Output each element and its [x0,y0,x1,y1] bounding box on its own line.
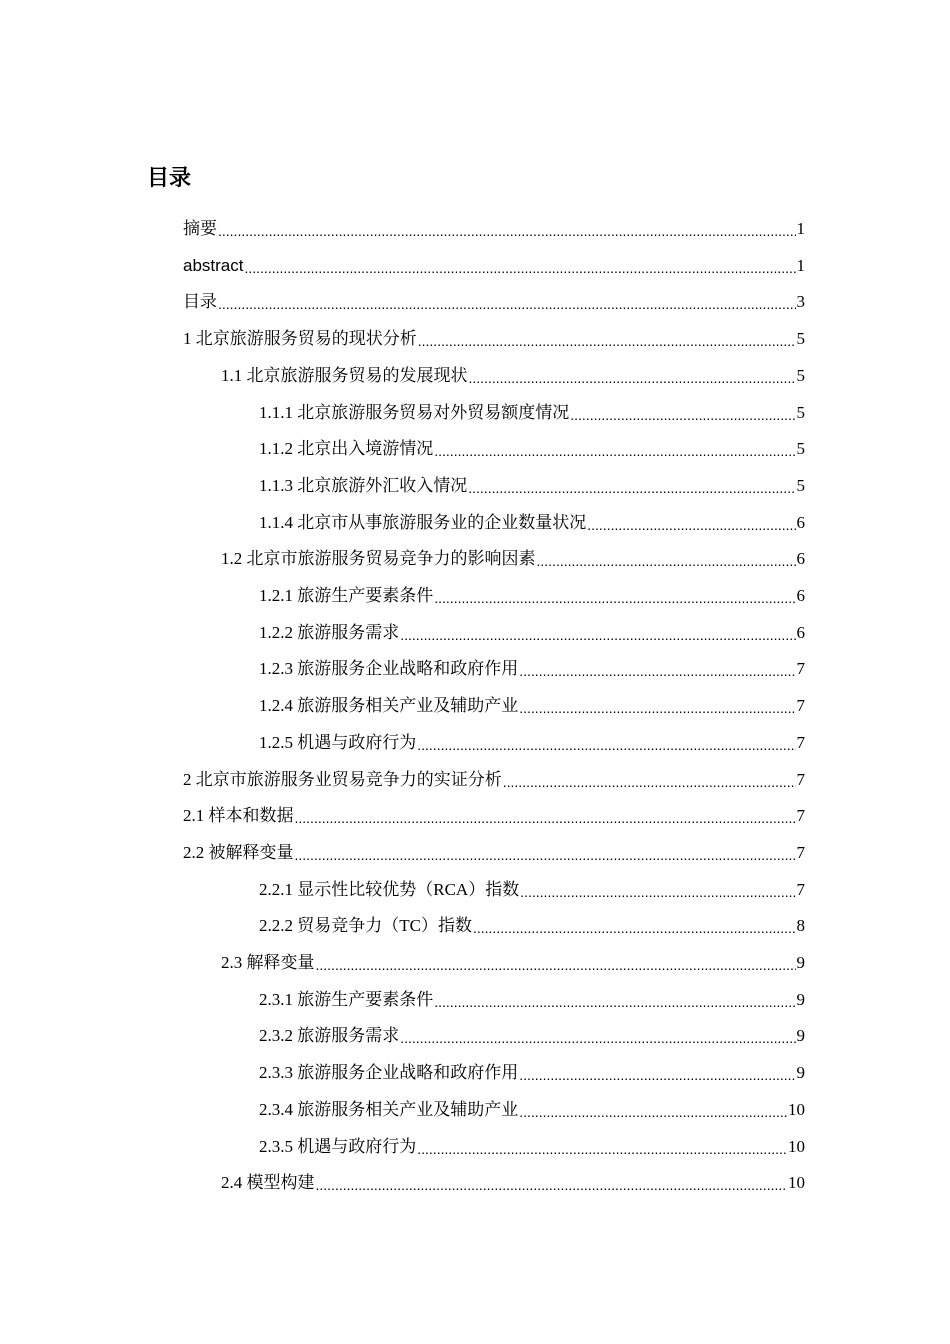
toc-entry[interactable] [183,836,805,864]
toc-entry-page-number: 6 [796,586,805,605]
toc-entry[interactable] [259,506,805,534]
dot-leader [418,328,796,350]
toc-entry-label: 2.3.4 旅游服务相关产业及辅助产业 [259,1099,519,1119]
toc-entry-page-number: 6 [796,622,805,642]
toc-entry[interactable] [183,799,805,827]
dot-leader [537,548,796,570]
toc-entry[interactable] [221,359,805,387]
toc-entry-label: 2.2 被解释变量 [183,842,294,862]
dot-leader [469,365,796,387]
dot-leader [295,805,796,827]
toc-entry-page-number: 3 [796,292,805,312]
toc-entry-label: 1 北京旅游服务贸易的现状分析 [183,329,417,349]
toc-entry[interactable] [259,873,805,901]
toc-entry[interactable] [259,983,805,1011]
toc-entry-page-number: 7 [796,879,805,899]
toc-entry-label: 1.2.3 旅游服务企业战略和政府作用 [259,659,519,679]
dot-leader [316,1172,788,1194]
toc-entry-label: 1.1.2 北京出入境游情况 [259,439,434,459]
toc-entry[interactable] [221,1166,805,1194]
toc-entry-page-number: 6 [796,512,805,532]
toc-entry-page-number: 7 [796,806,805,826]
dot-leader [400,622,795,644]
toc-entry[interactable] [259,469,805,497]
toc-entry-page-number: 7 [796,659,805,679]
dot-leader [434,585,795,607]
toc-entry-label: 2 北京市旅游服务业贸易竞争力的实证分析 [183,769,502,789]
toc-entry-label: 2.3.2 旅游服务需求 [259,1026,400,1046]
toc-entry-label: 2.3 解释变量 [221,953,315,972]
toc-entry[interactable] [259,396,805,424]
toc-entry-label: 目录 [183,292,217,312]
toc-entry-label: 2.2.1 显示性比较优势（RCA）指数 [259,879,520,899]
dot-leader [434,989,795,1011]
toc-entry-page-number: 1 [796,255,805,275]
toc-entry[interactable] [183,212,805,240]
toc-entry-label: 1.2.4 旅游服务相关产业及辅助产业 [259,696,519,716]
toc-entry-label: 1.1.4 北京市从事旅游服务业的企业数量状况 [259,512,587,532]
toc-entry-label: 2.3.5 机遇与政府行为 [259,1136,417,1156]
toc-title: 目录 [147,166,192,191]
toc-entry-label: 1.2.2 旅游服务需求 [259,622,400,642]
toc-entry[interactable] [259,1130,805,1158]
toc-entry-label: 1.2 北京市旅游服务贸易竞争力的影响因素 [221,549,536,569]
dot-leader [417,732,795,754]
toc-entry-page-number: 8 [796,916,805,936]
toc-entry[interactable] [183,322,805,350]
toc-entry[interactable] [221,946,805,974]
toc-entry-page-number: 9 [796,989,805,1009]
toc-entry[interactable] [259,726,805,754]
toc-entry-label: 2.4 模型构建 [221,1173,315,1193]
toc-entry-page-number: 5 [796,365,805,385]
toc-entry-page-number: 9 [796,953,805,972]
toc-entry-page-number: 9 [796,1026,805,1046]
toc-entry-page-number: 5 [796,439,805,459]
toc-entry-page-number: 7 [796,732,805,752]
toc-entry[interactable] [259,616,805,644]
toc-entry-label: 1.2.1 旅游生产要素条件 [259,586,434,605]
toc-entry-label: 1.1.1 北京旅游服务贸易对外贸易额度情况 [259,402,570,422]
toc-entry[interactable] [259,689,805,717]
toc-entry-page-number: 5 [796,402,805,422]
dot-leader [519,658,795,680]
toc-entry-page-number: 7 [796,769,805,789]
toc-entry-page-number: 10 [788,1173,805,1193]
dot-leader [570,402,795,424]
dot-leader [473,915,796,937]
dot-leader [519,1062,795,1084]
toc-entry-label: 摘要 [183,219,217,238]
dot-leader [417,1136,787,1158]
dot-leader [519,1099,787,1121]
toc-entry-label: 1.2.5 机遇与政府行为 [259,732,417,752]
dot-leader [519,695,795,717]
toc-entry[interactable] [259,1019,805,1047]
dot-leader [295,842,796,864]
dot-leader [520,879,795,901]
toc-entry-label: 2.3.3 旅游服务企业战略和政府作用 [259,1063,519,1083]
toc-entry-page-number: 10 [788,1136,805,1156]
toc-entry[interactable] [183,763,805,791]
toc-entry[interactable] [259,652,805,680]
dot-leader [434,438,795,460]
dot-leader [218,218,796,240]
toc-entry[interactable] [259,432,805,460]
toc-entry-page-number: 7 [796,696,805,716]
dot-leader [587,512,795,534]
toc-entry-label: 1.1.3 北京旅游外汇收入情况 [259,475,468,495]
dot-leader [468,475,795,497]
dot-leader [316,952,796,974]
toc-entry-label: 2.3.1 旅游生产要素条件 [259,989,434,1009]
toc-entry[interactable] [259,909,805,937]
toc-entry-page-number: 7 [796,842,805,862]
toc-entry-page-number: 5 [796,475,805,495]
dot-leader [244,255,795,277]
toc-entry[interactable] [183,249,805,277]
dot-leader [503,769,796,791]
toc-entry[interactable] [259,1093,805,1121]
toc-entry-label: 2.1 样本和数据 [183,806,294,826]
toc-entry-page-number: 5 [796,329,805,349]
toc-entry-page-number: 6 [796,549,805,569]
toc-entry-page-number: 9 [796,1063,805,1083]
toc-entry[interactable] [221,542,805,570]
toc-entry-page-number: 1 [796,219,805,238]
toc-entry-label: 1.1 北京旅游服务贸易的发展现状 [221,365,468,385]
toc-entry[interactable] [183,285,805,313]
toc-entry[interactable] [259,579,805,607]
toc-entry-label: 2.2.2 贸易竞争力（TC）指数 [259,916,472,936]
toc-entry-label: abstract [183,255,244,275]
toc-entry[interactable] [259,1056,805,1084]
toc-entry-page-number: 10 [788,1099,805,1119]
dot-leader [218,291,796,313]
dot-leader [400,1025,795,1047]
